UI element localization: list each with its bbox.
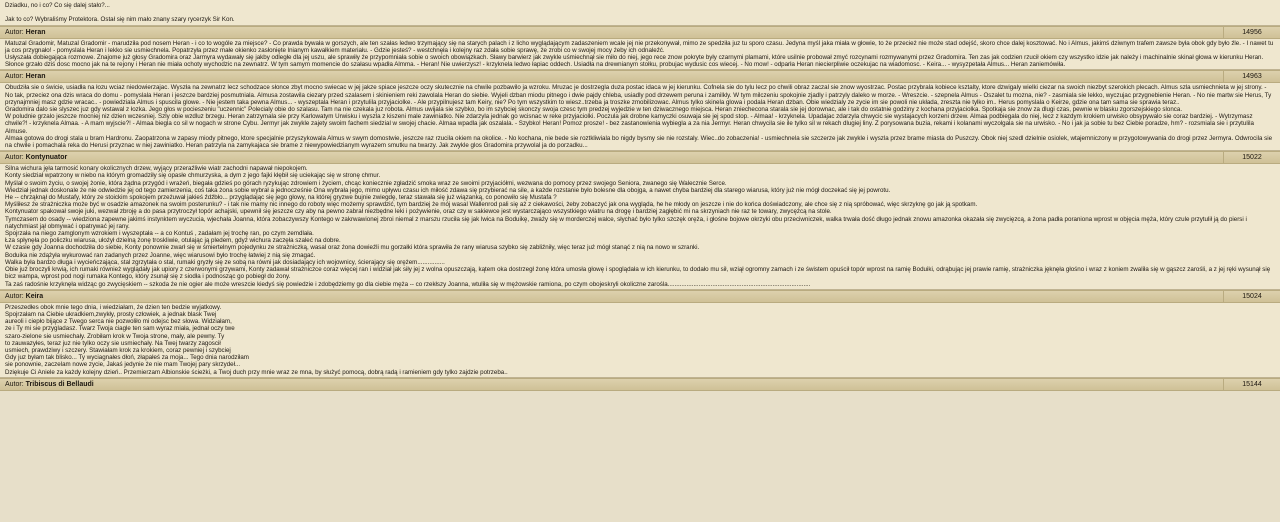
post-header: [0, 151, 1280, 164]
post-id[interactable]: 14956: [1223, 27, 1280, 38]
author-label: Autor:: [5, 154, 24, 162]
post-author[interactable]: Tribiscus di Bellaudi: [25, 380, 94, 388]
post-header: [0, 26, 1280, 39]
post-body: Matuzal Gradomir, Matuzal Gradomir - marudziła pod nosem Heran - i co to wogóle za miejsce? - Co prawda bywała w gorszych, ale ten szałas ledwo trzymający się na starych palach i z licho wyglądającym zadaszeniem wcale jej nie przekonywał, mimo ze spedziła juz tu sporo czasu. Jedyna myśl jaka miała w głowie, to że przecież nie może stad odejść, skoro chce dalej kosztować. No i Almus, jakimś dziwnym trafem zawsze była obok gdy było źle. - I nawet tu ja cos przygnało! - pomyslala Heran i lekko sie usmiechnela. Popatrzyła przez małe okienko zasłonięte lnianym kawałkiem materiału. - Gdzie jesteś? - westchnęła i kolejny raz zdała sobie sprawę, że zrobi co w swojej mocy żeby ich odnaleźć. Usłyszała dobiegająca rozmowe. Znajome już głosy Gradomira oraz Jarmyra wydawały się jakby odległe dla jej uszu, ale sprawiły że przypomniała sobie o swoich obowiązkach. Sławy barwierz jak zwykle uśmiechnął sie miło do niej, jego rece znow pokryte były czarnymi plamami, które usilnie probował zmyć rozcynami rozmywanymi przez Gradomira. Ten zas jak codzien rzucił okiem czy wszystko idzie jak należy i machinalnie skinał głowa w kierunku Heran. Słonce grzało dziś dosc mocno jak na te rejony i Heran nie miała ochoty wychodzic na zewnatrz. W tym samym momencie do szałasu wpadła Almma. - Heran! Nie uwierzysz! - krzyknela ledwo łapiac oddech. Usiadła na drewnianym stołku, probujac wydusic cos wiecej. - No mow! - odparła Heran niecierpliwie oczekujac na wiadomosc. - Keira... - wysyzpetała Almus... Heran zaniemówiła.: [0, 39, 1280, 71]
author-label: Autor:: [5, 28, 24, 36]
author-label: Autor:: [5, 73, 24, 81]
post-author[interactable]: Kontynuator: [25, 154, 68, 162]
post-author[interactable]: Keira: [25, 292, 44, 300]
post-header: [0, 378, 1280, 391]
post-id[interactable]: 15144: [1223, 379, 1280, 390]
post-header: [0, 70, 1280, 83]
post-author[interactable]: Heran: [25, 73, 46, 81]
previous-post-fragment: Dziadku, no i co? Co się dalej stało?... Jak to co? Wybraliśmy Protektora. Ostał się nim mało znany szary rycerzyk Sir Kon.: [0, 0, 1280, 26]
author-label: Autor:: [5, 292, 24, 300]
post-id[interactable]: 15022: [1223, 152, 1280, 163]
author-label: Autor:: [5, 380, 24, 388]
post-id[interactable]: 15024: [1223, 291, 1280, 302]
post-header: [0, 290, 1280, 303]
post-body: Obudziła sie o świcie, usiadła na łozu wciaz niedowierzajac. Wyszła na zewnatrz lecz schodzace słonce zbyt mocno swiecac w jej jakze spiace jeszcze oczy skutecznie na chwile pozbawilo ja wzroku. Mruzac je dostrzegla duza postac idaca w jej kierunku. Cofnela sie do tylu lecz po chwili obraz zaczal sie znow wyostrzac. Postac przybrala kobiece ksztalty, ktore dzwigaly wielki ciezar na swoich niezbyt szerokich plecach. Almus szla usmiechnieta w jej strony. - No tak, przeciez ona dzis wraca do domu - pomyslala Heran i jeszcze bardziej posmutniala. Almusa zostawila ciezary przed szalasem i skinieniem reki zawolala Heran do siebie. Wyjeli dzban miodu pitnego i dwie pajdy chleba, usiadly pod drzewem peruna i zamilkly. W tym milczeniu spokojnie zjadly i patrzyly daleko w morze. - Wreszcie. - szepnela Almus - Oszalet tu mozna, nie? - zasmiala sie lekko, wyczujac przygnebienie Heran. - No nie martw sie Herus, Ty przynajmniej masz gdzie wracac.. - powiedziala Almus i spuscila glowe. - Nie jestem taka pewna Almus... - wyszeptala Heran i przytulila przyjaciolke. - Ale przypilnujesz tam Keiry, nie? Po tym wszystkim to wiesz..trzeba ja troszke zmobilizowac. Almus tylko skinela glowa i podala Heran dzban. Obie wiedzialy ze zycie im sie powoli nie układa, zreszta nie tylko im.. Herus pomyslala o Keirze, gdzie ona tam sama sie sprawia teraz.. Gradomira dalo sie slyszec juz gdy wstawal z łozka. Jego głos w pocieszeniu "uczennic" Polecialy obie do szalasu. Tam na nie czekala juz robota. Almus uwijala sie szybko, bo im szybciej skonczy swoja czesc tym predzej wyjedzie w ten dziwacznego miejsca. Heran zniechecona starala sie jej dorownac, ale i tak do ostatnie godziny z kochana przyjaciolka. Spotkaja sie znow za dlugi czas, pewnie w blasku zgorszejskiego slonca. W poludnie grzalo jeszcze mocniej niz dzien wczesniej. Szly obie wzdluz brzegu. Heran zatrzymala sie przy Karlowatym Urwisku i wyszla z kiszeni male zawiniatko. Nie zdarzyla jednak go wcisnac w reke przyjaciolki. Poczula jak drobne kamyczki osuwaja sie jej spod stop. - Almaa! - krzyknela. Upadajac zdarzyla chwycic sie wystajacych korzeni drzew. Almaa podbiegala do niej, lecz z kazdym krokiem urwisko obsypywalo sie coraz bardziej. - Wytrzymasz chwile?! - krzyknela Almaa. - A mam wyjscie?! - Almaa biegla co sil w nogach w strone Cybu. Jermyr jak zwykle zajety swoim fachem siedzial w swojej chacie. Almaa wpadla jak oszalala. - Szybko! Heran! Pomoz prosze! - bez zastanowienia wybiegla a za nia Jermyr. Heran chwycila sie ile tylko sil w rekach dlugiej liny. Z porysowana buzia, rekami i kolanami wyczolgala sie na urwisko. - No i jak ja sobie tu bez Ciebie poradze, hm? - rozsmiala sie i przytulila Almuse. Almaa gotowa do drogi stala u bram Hardronu. Zaopatrzona w zapasy miody pitnego, ktore specjalnie przyszykowala Almus w swym domostwie, jeszcze raz rzucila okiem na okolice. - No kochana, nie bede sie roztkliwiala bo nigdy bysmy sie nie rozstaly. Wiec..do zobaczenia! - usmiechnela sie szczerze jak zwykle i wyszla przez brame miasta do Puszczy. Obok niej szedl dzielnie osiolek, wtajemniczony w przygotowywania do drogi przez Jermyra. Odwrocila sie na chwile i pomachala reka do Herusi przyznac w niej zawiniatko. Heran patrzyla na zamykajaca sie brame z niewypowiedzianym wyrazem smutku na twarzy. Jak zwykle glos Gradomira przywolal ja do porzadku...: [0, 83, 1280, 151]
post-body: Silna wichura jęła tarmosić konary okolicznych drzew, wyjący przeraźliwie wiatr zachodni napawał niepokojem. Konty siedział wpatrzony w niebo na którym gromadziły się opasłe chmurzyska, a dym z jego fajki kłębił się uciekając się w stronę chmur. Myślał o swoim życiu, o swojej żonie, która żądna przygód i wrażeń, biegała gdzieś po górach ryzykując zdrowiem i życiem, chcąc koniecznie zgładzić smoka wraz ze swoimi przyjaciółmi, wezwana do pomocy przez swojego Seniora, zwanego się Walecznie Serce. Wiedział jednak doskonale że nie odwiedzie jej od tego zamierzenia, coś taka żona sobie wybrał a jednocześnie Ona wybrała jego, mimo upływu czasu ich miłość zdawa się przybierać na sile, a każde rozstanie było bolesne dla obojga, a nawet chyba bardziej dla starego wiarusa, który już nie mógł doczekać się jej powrotu. He -- chrząknął do Mustafy, który ze stoickim spokojem przeżuwał jakieś źdźbło... przyglądając się jego głowy, na której gryzwe bujnie zwiegdę, teraz stawała się już wiązanką, co ponowiło się Mustafa ? Myśliłesz że strażniczka może być w osadzie amazonek na swoim posterunku? - i tak nie mamy nic innego do roboty więc możemy sprawdzić, tym bardziej że mój wasal Wallenrod pali się aż z ciekawości, żeby zobaczyć jak ona wygląda, he he młody on jeszcze i nie do końca doświadczony, ale chce się z nią spróbować, więc skrzyknę go jak ją spotkam. Kontynuator spakował swoje juki, wezwał zbroję a do pasa przytroczył topór achajski, upewnił się jeszcze czy aby na pewno zabrał niezbędne leki i pożywienie, oraz czy w sakiewce jest wystarczająco wszystkiego wiatru na drogę i bardziej zagłębić mi na skrzyniach nie raz te towary, zwycężcą na stole. Tymczasem do osady -- wiedziona zapewne jakimś instynktem wyczucia, wjechała Joanna, która zobaczywszy Kontego w zakrwawionej zbroi niemal z marszu rzuciła się jak lwica na Boduikę, zważy się w morderczej walce, słychać było tylko szczęk oręża, i głośne bojowe okrzyki obu przeciwniczek, walka trwała dość długo jednak znowu amazonka okazała się zwycięzcą, a żona padła poraniona wprost w objęcia męża, który czule przytulił ją do piersi i natychmiast jął obmywać i opatrywać jej rany. Spojrzała na niego zamglonym wzrokiem i wyszeptała -- a co Kontuś , zadałam jej trochę ran, po czym zemdlała. Łza spłynęła po policzku wiarusa, ułożył dzielną żonę troskliwie, otulając ją pledem, gdyż wichura zaczęła szaleć na dobre. W czasie gdy Joanna dochodziła do siebie, Konty ponownie zwarł się w śmiertelnym pojedynku ze strażniczką, wasal oraz żona dowieźli mu gorzałki która sprawiła że rany wiarusa szybko się zabliźniły, więc teraz już mógł stanąć z nią na nowo w szranki. Boduika nie zdążyła wykurować ran zadanych przez Joanne, więc wiarusowi było trochę łatwiej z nią się zmagać. Walka była bardzo długa i wycieńczająca, stal zgrzytała o stal, rumaki gryzły się ze sobą na równi jak dosiadający ich wojownicy, ścierający się orężem................ Obie już broczyli krwią, ich rumaki również wyglądały jak upiory z czerwonymi grzywami, Konty zadawał strażniczce coraz więcej ran i widział jak siły jej z wolna opuszczają, kątem oka dostrzegł żonę która umosła głowę i spoglądała w ich kierunku, to dodało mu sił, wziął ogromny zamach i ze świstem opuścił topór wprost na ramię Boduiki, odrąbując jej prawie ramię, strażniczka jęknęła głośno i wraz z koniem zwaliła się w gąszcz zarośli, a z jej ręki wysunął się bicz wampa, wprost pod nogi rumaka Kontego, który zsunął się z siodła i podnosząc go pobiegł do żony. Ta zaś radośnie krzyknęła widząc go zwycięskiem -- szkoda że nie ogier ale może wreszcie kiedyś się powiedzie i zdobędziemy go dla ciebie męża -- co rzekłszy Joanna, wtuliła się w mężowskie ramiona, po czym obojeskryli okoliczne zarośla...................................................................................: [0, 164, 1280, 289]
post-author[interactable]: Heran: [25, 28, 46, 36]
post-id[interactable]: 14963: [1223, 71, 1280, 82]
post-body: Przeszedłes obok mnie tego dnia, i wiedziałam, że dzien ten bedzie wyjatkowy. Spojrzałam na Ciebie ukradkiem,zwykły, prosty człowiek, a jednak blask Twej aureoli i ciepło bijące z Twego serca nie pozwoliło mi odejsc bez słowa. Widziałam, ze i Ty mi sie przygladasz. Twarz Twoja ciagle ten sam wyraz miała, jednał oczy twe szaro-zielone sie usmiechały. Zrobiłam krok w Twoja strone, mały, ale pewny. Ty to zauwazyłes, teraz juz nie tylko oczy sie usmiechały. Na Twej twarzy zagoscił usmiech, prawdziwy i szczery. Stawiałam krok za krokiem, coraz pewniej i szybciej Gdy juz byłam tak blisko... Ty wyciagnałes dłoń, złapałeś za moja... Tego dnia narodziłam sie ponownie, zaczelam nowe zycie, Jakaś jedynie że nie mam Twojej pary skrzydeł... Dziękuje Ci Aniele za każdy kolejny dzień.. Przemierzam Albionskie ścieżki, a Twoj duch przy mnie wraz ze mna, by służyć pomocą, dobrą radą i ramieniem gdy tylko zajdzie potrzeba..: [0, 303, 1280, 378]
